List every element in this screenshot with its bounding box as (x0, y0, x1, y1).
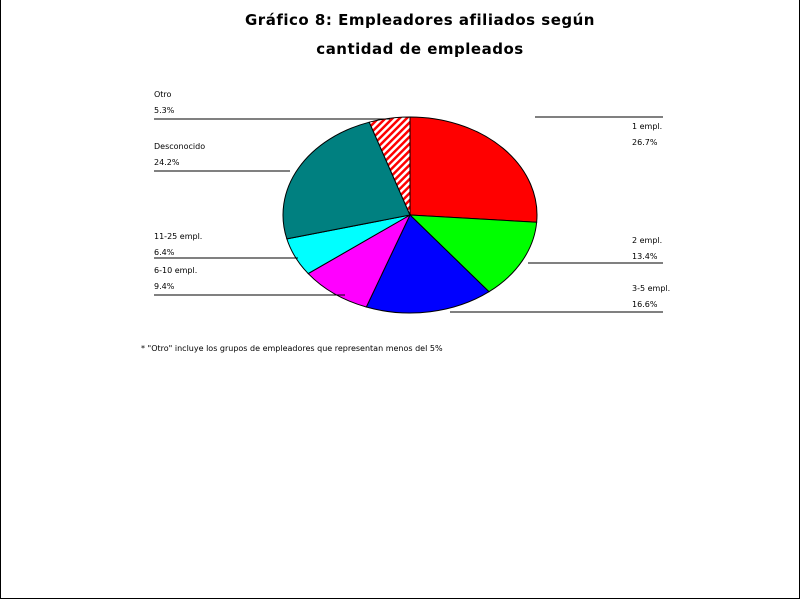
slice-value-desconocido: 24.2% (154, 158, 180, 167)
chart-title-line2: cantidad de empleados (316, 40, 524, 58)
slice-label-3-5-empl: 3-5 empl. (632, 284, 671, 293)
slice-value-1-empl: 26.7% (632, 138, 658, 147)
slice-value-6-10-empl: 9.4% (154, 282, 175, 291)
slice-label-desconocido: Desconocido (154, 142, 206, 151)
slice-value-11-25-empl: 6.4% (154, 248, 175, 257)
slice-label-2-empl: 2 empl. (632, 236, 663, 245)
footnote: * "Otro" incluye los grupos de empleadores que representan menos del 5% (141, 344, 443, 353)
slice-label-1-empl: 1 empl. (632, 122, 663, 131)
slice-value-2-empl: 13.4% (632, 252, 658, 261)
slice-label-11-25-empl: 11-25 empl. (154, 232, 203, 241)
slice-value-3-5-empl: 16.6% (632, 300, 658, 309)
slice-label-otro: Otro (154, 90, 172, 99)
pie-slice-1-empl (410, 117, 537, 222)
slice-label-6-10-empl: 6-10 empl. (154, 266, 198, 275)
slice-value-otro: 5.3% (154, 106, 175, 115)
chart-title-line1: Gráfico 8: Empleadores afiliados según (245, 11, 595, 29)
